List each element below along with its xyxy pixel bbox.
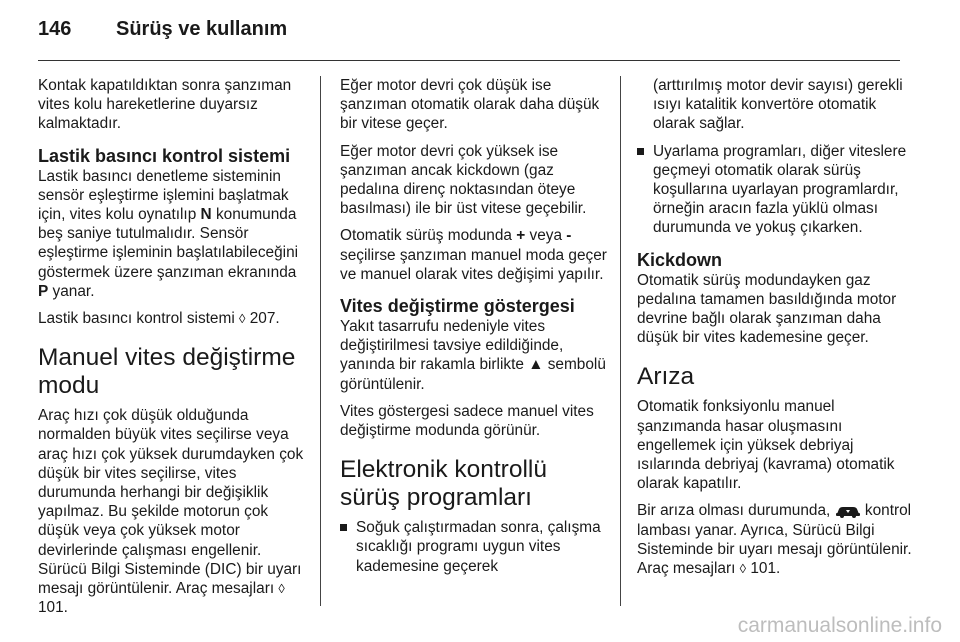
reference-arrow-icon: ◊: [278, 581, 285, 597]
manual-mode-text: Araç hızı çok düşük olduğunda normalden büyük vites seçilirse veya araç hızı çok yüksek durumdayken çok düşük bir vites seçilirse, vites durumunda herhangi bir değişiklik yapılmaz. Bu şekilde motorun çok düşük veya çok yüksek motor devirlerinde çalışması engellenir. Sürücü Bilgi Sisteminde (DIC) bir uyarı mesajı görüntülenir. Araç mesajları: [38, 407, 304, 598]
tpms-heading: Lastik basıncı kontrol sistemi: [38, 145, 291, 166]
high-rpm-paragraph: Eğer motor devri çok yüksek ise şanzıman ancak kickdown (gaz pedalına direnç noktasından öteye basılması) ile bir üst vitese geçebilir.: [340, 142, 587, 218]
kickdown-heading: Kickdown: [637, 249, 723, 270]
bullet-icon: [340, 524, 347, 531]
gear-indicator-text-b: sembolü görüntülenir.: [340, 356, 606, 393]
gear-indicator-paragraph: [340, 317, 610, 394]
gear-n-label: N: [200, 206, 212, 224]
tpms-text-b: konumunda beş saniye tutulmalıdır. Sensör eşleştirme işleminin başlatılabileceğini göstermek üzere şanzıman ekranında: [38, 206, 299, 281]
tpms-ref-text: Lastik basıncı kontrol sistemi: [38, 310, 240, 328]
electronic-programs-heading: Elektronik kontrollü sürüş programları: [340, 456, 547, 512]
column-3: [637, 76, 912, 586]
column-divider-2: [620, 76, 621, 606]
list-item-text: Uyarlama programları, diğer viteslere geçmeyi otomatik olarak sürüş koşullarına uyarlayan programlardır, örneğin aracın fazla yüklü olması durumunda ve yokuş çıkarken.: [653, 142, 907, 237]
list-item: [340, 518, 610, 576]
programs-list-continued: [637, 142, 912, 238]
chapter-title: Sürüş ve kullanım: [116, 18, 288, 40]
manual-ref-page[interactable]: 101.: [38, 599, 68, 617]
watermark: carmanualsonline.info: [737, 614, 942, 637]
list-item-text: Soğuk çalıştırmadan sonra, çalışma sıcaklığı programı uygun vites kademesine geçerek: [356, 519, 601, 575]
kickdown-paragraph: Otomatik sürüş modundayken gaz pedalına tamamen basıldığında motor devrine bağlı olarak şanzıman daha düşük bir vites kademesine geçer.: [637, 271, 897, 347]
fault-ref-page[interactable]: 101.: [746, 560, 781, 578]
fault-heading: Arıza: [637, 363, 695, 391]
header-rule: [38, 60, 900, 61]
gear-p-label: P: [38, 282, 49, 300]
minus-symbol: -: [566, 227, 572, 245]
gear-indicator-paragraph-2: Vites göstergesi sadece manuel vites değiştirme modunda görünür.: [340, 402, 594, 440]
reference-arrow-icon: ◊: [739, 561, 747, 577]
tpms-ref-page[interactable]: 207.: [245, 310, 280, 328]
column-divider-1: [320, 76, 321, 606]
reference-arrow-icon: ◊: [239, 311, 246, 327]
auto-mode-text-c: seçilirse şanzıman manuel moda geçer ve manuel olarak vites değişimi yapılır.: [340, 246, 607, 283]
tpms-text-c: yanar.: [48, 282, 95, 300]
auto-mode-paragraph: [340, 226, 610, 284]
tpms-reference: [38, 309, 310, 328]
fault-paragraph-2: [637, 501, 912, 578]
manual-mode-paragraph: [38, 406, 310, 617]
tpms-paragraph: [38, 167, 310, 301]
low-rpm-paragraph: Eğer motor devri çok düşük ise şanzıman otomatik olarak daha düşük bir vitese geçer.: [340, 77, 600, 133]
plus-symbol: +: [516, 227, 526, 245]
intro-paragraph: Kontak kapatıldıktan sonra şanzıman vites kolu hareketlerine duyarsız kalmaktadır.: [38, 77, 292, 133]
fault-text-a: Bir arıza olması durumunda,: [637, 502, 835, 520]
list-item: [637, 142, 912, 238]
page-header: [38, 18, 287, 48]
tpms-text-a: Lastik basıncı denetleme sisteminin sensör eşleştirme işlemini başlatmak için, vites kolu oynatılıp: [38, 167, 289, 224]
programs-list: [340, 518, 610, 576]
column-1: [38, 76, 310, 625]
fault-text-b: kontrol lambası yanar. Ayrıca, Sürücü Bilgi Sisteminde bir uyarı mesajı görüntülenir. Araç mesajları: [637, 502, 912, 578]
list-item-continuation: (arttırılmış motor devir sayısı) gerekli ısıyı katalitik konvertöre otomatik olarak sağlar.: [653, 77, 903, 133]
gear-indicator-text: Yakıt tasarrufu nedeniyle vites değiştirilmesi tavsiye edildiğinde, yanında bir rakamla birlikte: [340, 318, 564, 374]
gear-indicator-heading: Vites değiştirme göstergesi: [340, 296, 575, 317]
bullet-icon: [637, 148, 644, 155]
manual-mode-heading: Manuel vites değiştirme modu: [38, 344, 296, 400]
page-number: 146: [38, 18, 72, 40]
auto-mode-text-a: Otomatik sürüş modunda: [340, 227, 517, 245]
shift-up-arrow-icon: ▲: [528, 356, 544, 374]
auto-mode-text-b: veya: [525, 227, 567, 245]
column-2: [340, 76, 610, 584]
car-wrench-icon: [835, 504, 861, 518]
fault-paragraph-1: Otomatik fonksiyonlu manuel şanzımanda hasar oluşmasını engellemek için yüksek debriyaj ısılarında debriyaj (kavrama) otomatik olarak kapatılır.: [637, 398, 895, 493]
